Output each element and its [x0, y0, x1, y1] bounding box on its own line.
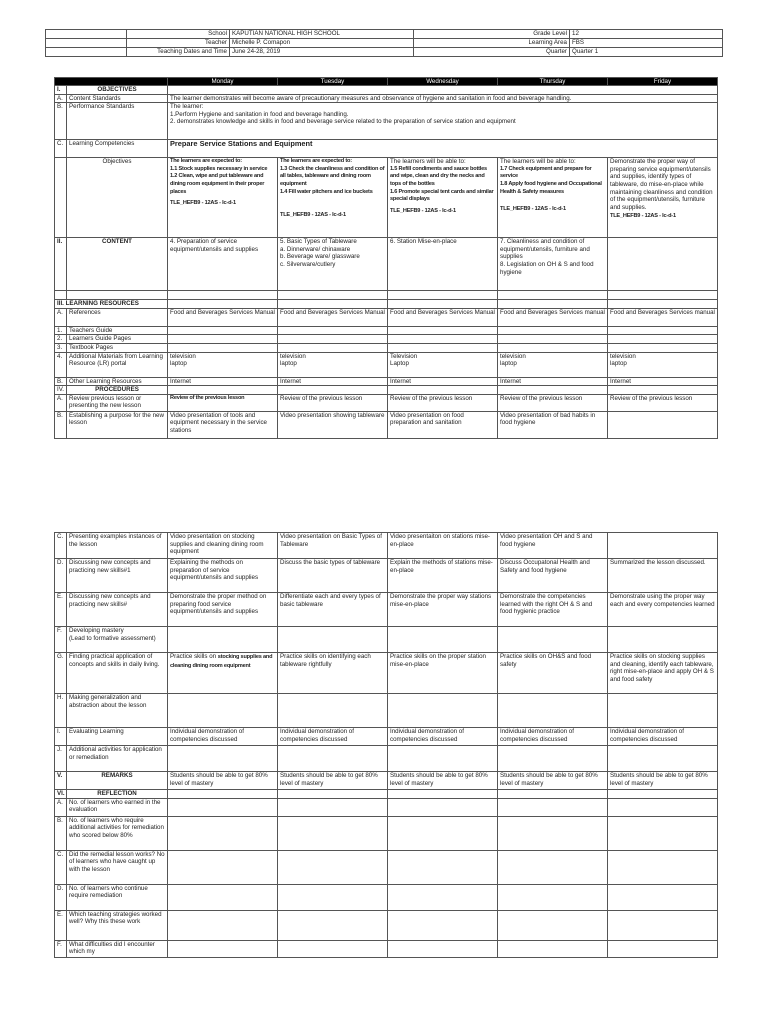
evaluating-tuesday: Individual demonstration of competencies discussed	[278, 728, 388, 746]
header-row-teacher	[46, 39, 723, 48]
review-friday: Review of the previous lesson	[608, 394, 718, 411]
other-resources-wednesday: Internet	[388, 377, 498, 386]
mastery-label: Developing mastery (Lead to formative assessment)	[67, 627, 168, 653]
grade-level-value: 12	[570, 30, 723, 39]
day-monday: Monday	[168, 78, 278, 86]
discussing-2-monday: Demonstrate the proper method on preparing food service equipment/utensils and supplies	[168, 593, 278, 627]
learners-guide-label: Learners Guide Pages	[67, 335, 168, 344]
examples-row: C. Presenting examples instances of the lesson Video presentation on stocking supplies and cleaning dining room equipment Video presentation on Basic Types of Tableware Video presentaiton on stations mise-en-place Video presentation OH and S and food hygiene	[55, 533, 718, 559]
remarks-thursday: Students should be able to get 80% level of mastery	[498, 772, 608, 790]
reflection-row: VI. REFLECTION	[55, 790, 718, 799]
teachers-guide-row: 1. Teachers Guide	[55, 326, 718, 335]
reflection-a-label: No. of learners who earned in the evaluation	[67, 798, 168, 816]
content-thursday: 7. Cleanliness and condition of equipment/utensils, furniture and supplies 8. Legislation on OH & S and food hygiene	[498, 238, 608, 291]
header-row-dates	[46, 48, 723, 57]
practical-thursday: Practice skills on OH&S and food safety	[498, 653, 608, 694]
discussing-2-friday: Demonstrate using the proper way each and every competencies learned	[608, 593, 718, 627]
textbook-row: 3. Textbook Pages	[55, 343, 718, 352]
practical-monday: Practice skills on stocking supplies and cleaning dining room equipment	[168, 653, 278, 694]
objectives-heading: OBJECTIVES	[67, 86, 168, 95]
reflection-e-row: E. Which teaching strategies worked well? Why this these work	[55, 910, 718, 940]
additional-materials-tuesday: television laptop	[278, 352, 388, 377]
purpose-friday	[608, 411, 718, 438]
reflection-c-label: Did the remedial lesson works? No of learners who have caught up with the lesson	[67, 850, 168, 884]
performance-standards-text: The learner: 1.Perform Hygiene and sanitation in food and beverage handling. 2. demonstrates knowledge and skills in food and beverage service related to the preparation of service station and equipment	[168, 103, 718, 140]
remarks-tuesday: Students should be able to get 80% level of mastery	[278, 772, 388, 790]
purpose-monday: Video presentation of tools and equipment necessary in the service stations	[168, 411, 278, 438]
review-wednesday: Review of the previous lesson	[388, 394, 498, 411]
evaluating-label: Evaluating Learning	[67, 728, 168, 746]
procedures-row: IV. PROCEDURES	[55, 386, 718, 395]
discussing-1-monday: Explaining the methods on preparation of service equipment/utensils and supplies	[168, 559, 278, 593]
lesson-plan-table-part-2	[54, 532, 718, 958]
references-label: References	[67, 308, 168, 326]
reflection-f-label: What difficulties did I encounter which my	[67, 940, 168, 957]
purpose-label: Establishing a purpose for the new lesson	[67, 411, 168, 438]
additional-materials-thursday: television laptop	[498, 352, 608, 377]
performance-standards-label: Performance Standards	[67, 103, 168, 140]
review-monday: Review of the previous lesson	[168, 394, 278, 411]
discussing-1-tuesday: Discuss the basic types of tableware	[278, 559, 388, 593]
school-value: KAPUTIAN NATIONAL HIGH SCHOOL	[230, 30, 414, 39]
references-wednesday: Food and Beverages Services Manual	[388, 308, 498, 326]
quarter-value: Quarter 1	[570, 48, 723, 57]
objectives-row	[55, 158, 718, 238]
teaching-dates-label: Teaching Dates and Time	[127, 48, 230, 57]
content-row: II. CONTENT 4. Preparation of service equipment/utensils and supplies 5. Basic Types of Tableware a. Dinnerware/ chinaware b. Beverage ware/ glassware c. Silverware/cutlery 6. Station Mise-en-place 7. Cleanliness and condition of equipment/utensils, furniture and supplies 8. Legislation on OH & S and food hygiene	[55, 238, 718, 291]
objectives-section-row: I. OBJECTIVES	[55, 86, 718, 95]
discussing-1-wednesday: Explain the methods of stations mise-en-place	[388, 559, 498, 593]
content-heading: CONTENT	[67, 238, 168, 291]
practical-tuesday: Practice skills on identifying each tableware rightfully	[278, 653, 388, 694]
reflection-e-label: Which teaching strategies worked well? Why this these work	[67, 910, 168, 940]
day-friday: Friday	[608, 78, 718, 86]
header-table	[45, 29, 723, 57]
practical-label: Finding practical application of concepts and skills in daily living.	[67, 653, 168, 694]
content-standards-row: A. Content Standards The learner demonstrates will become aware of precautionary measures and observance of hygiene and sanitation in food and beverage handling.	[55, 94, 718, 103]
review-thursday: Review of the previous lesson	[498, 394, 608, 411]
reflection-heading: REFLECTION	[67, 790, 168, 799]
references-thursday: Food and Beverages Services manual	[498, 308, 608, 326]
examples-thursday: Video presentation OH and S and food hygiene	[498, 533, 608, 559]
reflection-b-row: B. No. of learners who require additional activities for remediation who scored below 80%	[55, 816, 718, 850]
objectives-label: Objectives	[67, 158, 168, 238]
references-friday: Food and Beverages Services manual	[608, 308, 718, 326]
textbook-label: Textbook Pages	[67, 343, 168, 352]
other-resources-thursday: Internet	[498, 377, 608, 386]
reflection-b-label: No. of learners who require additional activities for remediation who scored below 80%	[67, 816, 168, 850]
practical-friday: Practice skills on stocking supplies and cleaning, identify each tableware, right mise-en-place and apply OH & S and food safety	[608, 653, 718, 694]
additional-materials-friday: television laptop	[608, 352, 718, 377]
day-tuesday: Tuesday	[278, 78, 388, 86]
review-tuesday: Review of the previous lesson	[278, 394, 388, 411]
reflection-c-row: C. Did the remedial lesson works? No of learners who have caught up with the lesson	[55, 850, 718, 884]
content-monday: 4. Preparation of service equipment/utensils and supplies	[168, 238, 278, 291]
remarks-row: V. REMARKS Students should be able to get 80% level of mastery Students should be able to get 80% level of mastery Students should be able to get 80% level of mastery Students should be able to get 80% level of mastery Students should be able to get 80% level of mastery	[55, 772, 718, 790]
lesson-plan-table-part-1	[54, 77, 718, 439]
reflection-d-label: No. of learners who continue require remediation	[67, 884, 168, 910]
practical-row: G. Finding practical application of concepts and skills in daily living. Practice skills on stocking supplies and cleaning dining room equipment Practice skills on identifying each tableware rightfully Practice skills on the proper station mise-en-place Practice skills on OH&S and food safety Practice skills on stocking supplies and cleaning, identify each tableware, right mise-en-place and apply OH & S and food safety	[55, 653, 718, 694]
generalization-label: Making generalization and abstraction about the lesson	[67, 694, 168, 728]
evaluating-row: I. Evaluating Learning Individual demonstration of competencies discussed Individual demonstration of competencies discussed Individual demonstration of competencies discussed Individual demonstration of competencies discussed Individual demonstration of competencies discussed	[55, 728, 718, 746]
other-resources-friday: Internet	[608, 377, 718, 386]
teacher-value: Michelle P. Comapon	[230, 39, 414, 48]
content-tuesday: 5. Basic Types of Tableware a. Dinnerware/ chinaware b. Beverage ware/ glassware c. Silverware/cutlery	[278, 238, 388, 291]
remarks-monday: Students should be able to get 80% level of mastery	[168, 772, 278, 790]
evaluating-friday: Individual demonstration of competencies discussed	[608, 728, 718, 746]
learning-resources-row	[55, 300, 718, 309]
objectives-tuesday: The learners are expected to: 1.3 Check the cleanliness and condition of all tables, tableware and dining room equipment 1.4 Fill water pitchers and ice buckets TLE_HEFB9 - 12AS - Ic-d-1	[278, 158, 388, 238]
additional-activities-row: J. Additional activities for application or remediation	[55, 746, 718, 772]
generalization-row: H. Making generalization and abstraction about the lesson	[55, 694, 718, 728]
evaluating-wednesday: Individual demonstration of competencies discussed	[388, 728, 498, 746]
discussing-2-label: Discussing new concepts and practicing new skills#	[67, 593, 168, 627]
references-monday: Food and Beverages Services Manual	[168, 308, 278, 326]
additional-materials-wednesday: Television Laptop	[388, 352, 498, 377]
discussing-1-thursday: Discuss Occupatonal Health and Safety and food hygiene	[498, 559, 608, 593]
purpose-thursday: Video presentation of bad habits in food hygiene	[498, 411, 608, 438]
other-resources-monday: Internet	[168, 377, 278, 386]
learning-competencies-row: C. Learning Competencies Prepare Service Stations and Equipment	[55, 140, 718, 158]
objectives-wednesday: The learners will be able to: 1.5 Refill condiments and sauce bottles and wipe, clean and dry the necks and tops of the bottles 1.6 Promote special tent cards and similar special displays TLE_HEFB9 - 12AS - Ic-d-1	[388, 158, 498, 238]
additional-materials-label: Additional Materials from Learning Resource (LR) portal	[67, 352, 168, 377]
day-wednesday: Wednesday	[388, 78, 498, 86]
evaluating-monday: Individual demonstration of competencies discussed	[168, 728, 278, 746]
reflection-f-row: F. What difficulties did I encounter which my	[55, 940, 718, 957]
discussing-1-label: Discussing new concepts and practicing new skills#1	[67, 559, 168, 593]
school-label: School	[127, 30, 230, 39]
objectives-friday: Demonstrate the proper way of preparing service equipment/utensils and supplies, identify types of tableware, do mise-en-place while maintaining cleanliness and condition of the equipment/utensils, furniture and supplies. TLE_HEFB9 - 12AS - Ic-d-1	[608, 158, 718, 238]
learning-competencies-label: Learning Competencies	[67, 140, 168, 158]
grade-level-label: Grade Level	[414, 30, 570, 39]
examples-label: Presenting examples instances of the lesson	[67, 533, 168, 559]
learners-guide-row: 2. Learners Guide Pages	[55, 335, 718, 344]
purpose-row: B. Establishing a purpose for the new lesson Video presentation of tools and equipment necessary in the service stations Video presentation showing tableware Video presentation on food preparation and sanitation Video presentation of bad habits in food hygiene	[55, 411, 718, 438]
performance-standards-row: B. Performance Standards The learner: 1.Perform Hygiene and sanitation in food and beverage handling. 2. demonstrates knowledge and skills in food and beverage service related to the preparation of service station and equipment	[55, 103, 718, 140]
day-thursday: Thursday	[498, 78, 608, 86]
remarks-heading: REMARKS	[67, 772, 168, 790]
other-resources-row: B. Other Learning Resources Internet Internet Internet Internet Internet	[55, 377, 718, 386]
learning-resources-heading: III. LEARNING RESOURCES	[55, 300, 168, 309]
teaching-dates-value: June 24-28, 2019	[230, 48, 414, 57]
references-row: A. References Food and Beverages Services Manual Food and Beverages Services Manual Food and Beverages Services Manual Food and Beverages Services manual Food and Beverages Services manual	[55, 308, 718, 326]
discussing-2-thursday: Demonstrate the competencies learned with the right OH & S and food hygienic practice	[498, 593, 608, 627]
header-row-school	[46, 30, 723, 39]
additional-activities-label: Additional activities for application or remediation	[67, 746, 168, 772]
other-resources-label: Other Learning Resources	[67, 377, 168, 386]
examples-monday: Video presentation on stocking supplies and cleaning dining room equipment	[168, 533, 278, 559]
other-resources-tuesday: Internet	[278, 377, 388, 386]
procedures-heading: PROCEDURES	[67, 386, 168, 395]
content-standards-label: Content Standards	[67, 94, 168, 103]
purpose-wednesday: Video presentation on food preparation and sanitation	[388, 411, 498, 438]
content-friday	[608, 238, 718, 291]
review-row: A. Review previous lesson or presenting the new lesson Review of the previous lesson Review of the previous lesson Review of the previous lesson Review of the previous lesson Review of the previous lesson	[55, 394, 718, 411]
examples-tuesday: Video presentation on Basic Types of Tableware	[278, 533, 388, 559]
learning-competencies-text: Prepare Service Stations and Equipment	[168, 140, 718, 158]
purpose-tuesday: Video presentation showing tableware	[278, 411, 388, 438]
day-header-row	[55, 78, 718, 86]
discussing-1-friday: Summarized the lesson discussed.	[608, 559, 718, 593]
remarks-wednesday: Students should be able to get 80% level of mastery	[388, 772, 498, 790]
mastery-row: F. Developing mastery (Lead to formative assessment)	[55, 627, 718, 653]
teacher-label: Teacher	[127, 39, 230, 48]
learning-area-label: Learning Area	[414, 39, 570, 48]
evaluating-thursday: Individual demonstration of competencies discussed	[498, 728, 608, 746]
quarter-label: Quarter	[414, 48, 570, 57]
examples-friday	[608, 533, 718, 559]
discussing-2-row: E. Discussing new concepts and practicing new skills# Demonstrate the proper method on preparing food service equipment/utensils and supplies Differentiate each and every types of basic tableware Demonstrate the proper way stations mise-en-place Demonstrate the competencies learned with the right OH & S and food hygienic practice Demonstrate using the proper way each and every competencies learned	[55, 593, 718, 627]
objectives-thursday: The learners will be able to: 1.7 Check equipment and prepare for service 1.8 Apply food hygiene and Occupational Health & Safety measures TLE_HEFB9 - 12AS - Ic-d-1	[498, 158, 608, 238]
teachers-guide-label: Teachers Guide	[67, 326, 168, 335]
spacer-row	[55, 291, 718, 300]
reflection-d-row: D. No. of learners who continue require remediation	[55, 884, 718, 910]
content-wednesday: 6. Station Mise-en-place	[388, 238, 498, 291]
discussing-2-wednesday: Demonstrate the proper way stations mise-en-place	[388, 593, 498, 627]
additional-materials-monday: television laptop	[168, 352, 278, 377]
remarks-friday: Students should be able to get 80% level of mastery	[608, 772, 718, 790]
examples-wednesday: Video presentaiton on stations mise-en-place	[388, 533, 498, 559]
discussing-2-tuesday: Differentiate each and every types of basic tableware	[278, 593, 388, 627]
practical-wednesday: Practice skills on the proper station mise-en-place	[388, 653, 498, 694]
objectives-monday: The learners are expected to: 1.1 Stock supplies necessary in service 1.2 Clean, wipe and put tableware and dining room equipment in their proper places TLE_HEFB9 - 12AS - Ic-d-1	[168, 158, 278, 238]
reflection-a-row: A. No. of learners who earned in the evaluation	[55, 798, 718, 816]
content-standards-text: The learner demonstrates will become aware of precautionary measures and observance of hygiene and sanitation in food and beverage handling.	[168, 94, 718, 103]
review-label: Review previous lesson or presenting the new lesson	[67, 394, 168, 411]
learning-area-value: FBS	[570, 39, 723, 48]
additional-materials-row: 4. Additional Materials from Learning Resource (LR) portal television laptop television laptop Television Laptop television laptop television laptop	[55, 352, 718, 377]
references-tuesday: Food and Beverages Services Manual	[278, 308, 388, 326]
discussing-1-row: D. Discussing new concepts and practicing new skills#1 Explaining the methods on preparation of service equipment/utensils and supplies Discuss the basic types of tableware Explain the methods of stations mise-en-place Discuss Occupatonal Health and Safety and food hygiene Summarized the lesson discussed.	[55, 559, 718, 593]
